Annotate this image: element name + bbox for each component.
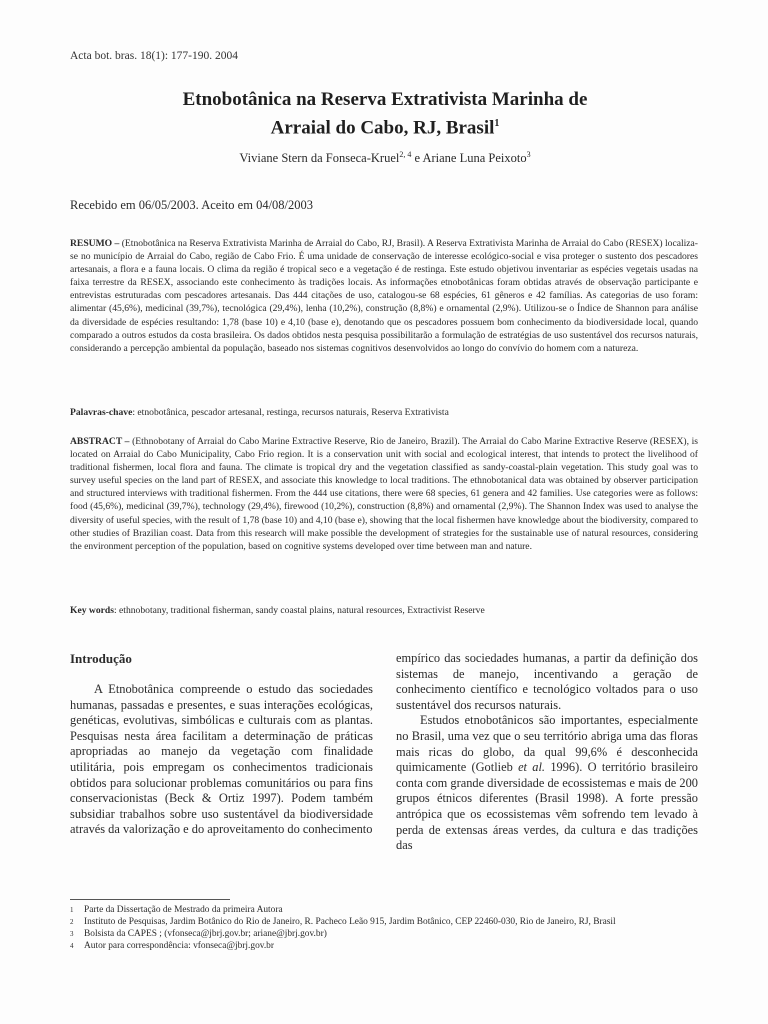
column-left [70, 651, 373, 838]
author-2-marks: 3 [526, 150, 531, 159]
palavras-label: Palavras-chave [70, 407, 133, 418]
abstract-label: ABSTRACT – [70, 436, 133, 447]
footnote-3 [70, 928, 710, 940]
footnote-text: Parte da Dissertação de Mestrado da primeira Autora [84, 905, 283, 915]
author-2: Ariane Luna Peixoto [422, 151, 527, 166]
footnotes [70, 904, 710, 952]
resumo-label: RESUMO – [70, 238, 122, 249]
intro-paragraph-1-continued: empírico das sociedades humanas, a partir da definição dos sistemas de manejo, incentivando a geração de conhecimento científico e tecnológico voltados para o uso sustentável dos recursos naturais. [396, 651, 698, 712]
palavras-text: : etnobotânica, pescador artesanal, restinga, recursos naturais, Reserva Extrativista [132, 407, 449, 418]
footnote-number: 3 [70, 930, 74, 938]
para2-text-b: 1996). O território brasileiro conta com grande diversidade de ecossistemas e mais de 200 grupos étnicos diferentes (Brasil 1998). A forte pressão antrópica que os ecossistemas vêm sofrendo tem levado à perda de extensas áreas verdes, da cultura e das tradições das [396, 760, 698, 853]
title-line-1: Etnobotânica na Reserva Extrativista Marinha de [182, 89, 588, 110]
footnote-2 [70, 916, 710, 928]
journal-citation: Acta bot. bras. 18(1): 177-190. 2004 [70, 50, 238, 62]
intro-paragraph-1: A Etnobotânica compreende o estudo das sociedades humanas, passadas e presentes, e suas interações ecológicas, genéticas, evolutivas, simbólicas e culturais com as plantas. Pesquisas nesta área facilitam a determinação de práticas apropriadas ao manejo da vegetação com finalidade utilitária, pois empregam os conhecimentos tradicionais obtidos para solucionar problemas comunitários ou para fins conservacionistas (Beck & Ortiz 1997). Podem também subsidiar trabalhos sobre uso sustentável da biodiversidade através da valorização e do aproveitamento do conhecimento [70, 682, 373, 837]
column-right [396, 651, 698, 854]
palavras-chave-block [70, 406, 698, 419]
resumo-block [70, 237, 698, 355]
authors-conjunction: e [411, 151, 423, 166]
para2-text-a: Estudos etnobotânicos são importantes, especialmente no Brasil, uma vez que o seu território abriga uma das floras mais ricas do globo, da qual 99,6% é desconhecida quimicamente (Gotlieb [396, 713, 698, 775]
received-dates: Recebido em 06/05/2003. Aceito em 04/08/2003 [70, 198, 314, 212]
footnote-1 [70, 904, 710, 916]
abstract-block [70, 435, 698, 553]
footnote-number: 4 [70, 942, 74, 950]
footnote-divider [70, 899, 230, 900]
footnote-text: Bolsista da CAPES ; (vfonseca@jbrj.gov.br; ariane@jbrj.gov.br) [84, 929, 327, 939]
abstract-text: (Ethnobotany of Arraial do Cabo Marine Extractive Reserve, Rio de Janeiro, Brazil). The Arraial do Cabo Marine Extractive Reserve (RESEX), is located on Arraial do Cabo Municipality, Cabo Frio region. It is a conservation unit with social and ecological interest, that intends to protect the livelihood of traditional fishermen, local flora and fauna. The climate is tropical dry and the vegetation classified as sandy-coastal-plain vegetation. This study goal was to survey useful species on the land part of RESEX, and associate this knowledge to local traditions. The ethnobotanical data was obtained by observer participation and structured interviews with traditional fishermen. From the 444 use citations, there were 68 species, 61 genera and 42 families. Use categories were as follows: food (45,6%), medicinal (39,7%), technology (29,4%), firewood (10,2%), construction (8,8%) and ornamental (2,9%). The Shannon Index was used to analyse the diversity of useful species, with the result of 1,78 (base 10) and 4,10 (base e), showing that the local fishermen have knowledge about the biodiversity, compared to other studies of Brazilian coast. Data from this research will make possible the development of strategies for the sustainable use of natural resources, considering the environment perception of the population, based on cognitive systems developed over time between man and nature. [70, 436, 699, 552]
keywords-block [70, 604, 698, 617]
para2-et-al: et al. [518, 760, 546, 775]
footnote-text: Instituto de Pesquisas, Jardim Botânico do Rio de Janeiro, R. Pacheco Leão 915, Jardim Botânico, CEP 22460-030, Rio de Janeiro, RJ, Brasil [84, 917, 616, 927]
intro-paragraph-2 [396, 713, 698, 853]
footnote-text: Autor para correspondência: vfonseca@jbrj.gov.br [84, 941, 274, 951]
footnote-number: 2 [70, 918, 74, 926]
author-1-marks: 2, 4 [399, 150, 412, 159]
article-title [90, 88, 680, 140]
author-1: Viviane Stern da Fonseca-Kruel [239, 151, 400, 166]
section-heading-introducao: Introdução [70, 651, 132, 666]
footnote-4 [70, 940, 710, 952]
keywords-label: Key words [70, 605, 114, 616]
title-footnote-mark: 1 [494, 118, 500, 129]
title-line-2: Arraial do Cabo, RJ, Brasil [270, 117, 495, 139]
footnote-number: 1 [70, 906, 74, 914]
keywords-text: : ethnobotany, traditional fisherman, sandy coastal plains, natural resources, Extractivist Reserve [113, 605, 485, 616]
authors-line [90, 150, 680, 166]
resumo-text: (Etnobotânica na Reserva Extrativista Marinha de Arraial do Cabo, RJ, Brasil). A Reserva Extrativista Marinha de Arraial do Cabo (RESEX) localiza-se no município de Arraial do Cabo, região de Cabo Frio. É uma unidade de conservação de interesse ecológico-social e visa proteger o sustento dos pescadores artesanais, a flora e a fauna locais. O clima da região é tropical seco e a vegetação é de restinga. Este estudo objetivou inventariar as espécies vegetais usadas na faixa terrestre da RESEX, associando este conhecimento às tradições locais. As informações etnobotânicas foram obtidas através de observação participante e entrevistas estruturadas com pescadores artesanais. Das 444 citações de uso, catalogou-se 68 espécies, 61 gêneros e 42 famílias. As categorias de uso foram: alimentar (45,6%), medicinal (39,7%), tecnológica (29,4%), lenha (10,2%), construção (8,8%) e ornamental (2,9%). Utilizou-se o Índice de Shannon para análise da diversidade de espécies resultando: 1,78 (base 10) e 4,10 (base e), denotando que os pescadores possuem bom conhecimento da biodiversidade local, quando comparado a outros estudos da costa brasileira. Os dados obtidos nesta pesquisa possibilitarão a formulação de estratégias de uso sustentável dos recursos naturais, considerando a percepção ambiental da população, baseado nos sistemas cognitivos desenvolvidos ao longo do convívio do homem com a natureza. [70, 238, 699, 354]
